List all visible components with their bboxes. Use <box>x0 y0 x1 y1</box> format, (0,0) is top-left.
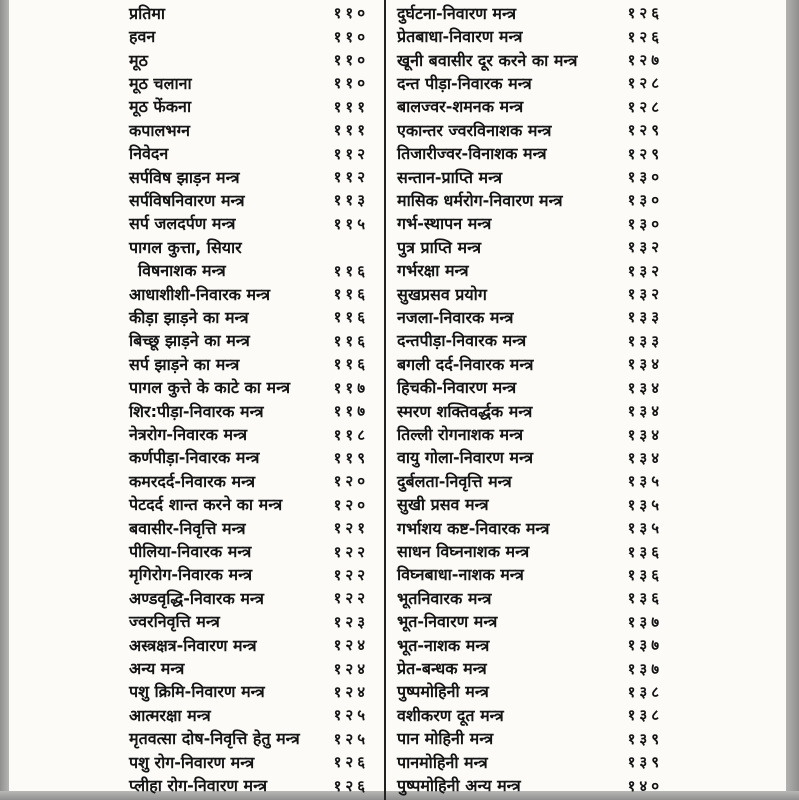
toc-entry-page: १२१ <box>333 519 369 538</box>
toc-entry-page: १३९ <box>627 753 663 772</box>
toc-entry-page: १११ <box>333 121 369 140</box>
toc-entry <box>129 49 369 72</box>
toc-entry-title: सुखप्रसव प्रयोग <box>397 284 487 304</box>
toc-entry-title: पान मोहिनी मन्त्र <box>397 729 494 749</box>
toc-entry-page: १२९ <box>627 144 663 163</box>
toc-entry-title: कीड़ा झाड़ने का मन्त्र <box>129 307 249 327</box>
toc-entry-title: विषनाशक मन्त्र <box>138 261 226 281</box>
toc-entry-page: १२५ <box>333 706 369 725</box>
toc-entry <box>129 213 369 236</box>
toc-entry-page: १३२ <box>627 285 663 304</box>
toc-entry-title: बालज्वर-शमनक मन्त्र <box>397 97 524 117</box>
toc-entry-title: पागल कुत्ते के काटे का मन्त्र <box>129 378 291 398</box>
toc-entry-title: बगली दर्द-निवारक मन्त्र <box>397 354 534 374</box>
toc-entry-page: ११८ <box>333 425 369 444</box>
toc-entry <box>397 49 663 72</box>
toc-entry <box>397 259 663 282</box>
toc-entry-title: मूठ <box>129 50 148 70</box>
toc-entry-page: १२९ <box>627 121 663 140</box>
toc-entry <box>129 166 369 189</box>
toc-entry <box>397 587 663 610</box>
toc-entry-page: १३० <box>627 214 663 233</box>
toc-entry-title: हिचकी-निवारण मन्त्र <box>397 378 517 398</box>
toc-entry-title: पेटदर्द शान्त करने का मन्त्र <box>129 495 283 515</box>
toc-entry <box>397 166 663 189</box>
toc-entry-title: मासिक धर्मरोग-निवारण मन्त्र <box>397 190 563 210</box>
toc-entry-title: दन्तपीड़ा-निवारक मन्त्र <box>397 331 527 351</box>
toc-entry <box>397 494 663 517</box>
toc-entry-title: पशु क्रिमि-निवारण मन्त्र <box>129 682 265 702</box>
toc-entry-page: १३४ <box>627 355 663 374</box>
toc-entry <box>397 540 663 563</box>
toc-entry <box>129 189 369 212</box>
toc-entry <box>397 119 663 142</box>
toc-entry <box>129 423 369 446</box>
toc-entry-page: ११३ <box>333 191 369 210</box>
toc-entry <box>129 306 369 329</box>
toc-entry-title: सन्तान-प्राप्ति मन्त्र <box>397 167 503 187</box>
toc-entry <box>129 142 369 165</box>
toc-entry-title: खूनी बवासीर दूर करने का मन्त्र <box>397 50 578 70</box>
toc-entry-page: १३४ <box>627 448 663 467</box>
toc-entry <box>397 213 663 236</box>
toc-entry <box>397 728 663 751</box>
toc-entry-title: विघ्नबाधा-नाशक मन्त्र <box>397 565 524 585</box>
toc-entry-page: १३२ <box>627 238 663 257</box>
toc-entry-title: दुर्बलता-निवृत्ति मन्त्र <box>397 471 512 491</box>
toc-entry <box>129 751 369 774</box>
toc-entry-page: १३७ <box>627 659 663 678</box>
toc-entry-title: प्लीहा रोग-निवारण मन्त्र <box>129 776 268 796</box>
toc-entry <box>397 704 663 727</box>
toc-entry <box>397 611 663 634</box>
toc-entry <box>129 564 369 587</box>
toc-entry-page: १३९ <box>627 729 663 748</box>
toc-entry-title: साधन विघ्ननाशक मन्त्र <box>397 542 530 562</box>
toc-entry-title: मृगिरोग-निवारक मन्त्र <box>129 565 253 585</box>
toc-entry <box>129 72 369 95</box>
toc-entry-page: १२८ <box>627 97 663 116</box>
toc-entry <box>397 330 663 353</box>
toc-entry-page: १२४ <box>333 636 369 655</box>
toc-entry-title: पीलिया-निवारक मन्त्र <box>129 542 252 562</box>
toc-entry <box>397 72 663 95</box>
toc-entry-page: ११० <box>333 4 369 23</box>
toc-entry-title: प्रेत-बन्धक मन्त्र <box>397 659 487 679</box>
toc-entry <box>129 611 369 634</box>
toc-entry <box>397 751 663 774</box>
toc-entry <box>397 306 663 329</box>
toc-entry <box>129 774 369 797</box>
toc-entry-page: ११९ <box>333 448 369 467</box>
toc-entry-title: अन्य मन्त्र <box>129 659 185 679</box>
toc-entry-page: ११२ <box>333 144 369 163</box>
toc-entry <box>397 353 663 376</box>
toc-entry <box>397 657 663 680</box>
toc-entry-page: १३६ <box>627 565 663 584</box>
toc-entry <box>129 728 369 751</box>
toc-entry-title: आधाशीशी-निवारक मन्त्र <box>129 284 271 304</box>
toc-entry-page: १३२ <box>627 261 663 280</box>
toc-entry-title: सर्प जलदर्पण मन्त्र <box>129 214 236 234</box>
toc-entry-page: ११२ <box>333 168 369 187</box>
toc-entry-title: नजला-निवारक मन्त्र <box>397 307 514 327</box>
toc-column-left <box>129 2 369 798</box>
toc-entry-page: १३४ <box>627 402 663 421</box>
toc-entry-page: १३८ <box>627 706 663 725</box>
toc-entry <box>129 540 369 563</box>
toc-entry <box>397 634 663 657</box>
toc-entry-title: सर्पविषनिवारण मन्त्र <box>129 190 245 210</box>
toc-entry <box>397 2 663 25</box>
toc-entry-page: १३६ <box>627 542 663 561</box>
toc-entry-page: १३३ <box>627 308 663 327</box>
toc-entry <box>129 259 369 282</box>
toc-entry-title: गर्भ-स्थापन मन्त्र <box>397 214 492 234</box>
toc-entry-title: गर्भाशय कष्ट-निवारक मन्त्र <box>397 518 550 538</box>
toc-entry-title: सर्प झाड़ने का मन्त्र <box>129 354 240 374</box>
toc-entry <box>397 283 663 306</box>
toc-entry-title: पानमोहिनी मन्त्र <box>397 752 488 772</box>
toc-entry-title: कमरदर्द-निवारक मन्त्र <box>129 471 256 491</box>
toc-entry-title: वायु गोला-निवारण मन्त्र <box>397 448 534 468</box>
toc-entry-title: मूठ फेंकना <box>129 97 192 117</box>
toc-entry-page: १२३ <box>333 612 369 631</box>
toc-entry <box>129 283 369 306</box>
toc-entry-title: निवेदन <box>129 144 169 164</box>
toc-entry-page: १२४ <box>333 682 369 701</box>
toc-entry-title: अण्डवृद्धि-निवारक मन्त्र <box>129 588 264 608</box>
toc-entry-page: १२५ <box>333 729 369 748</box>
toc-entry-page: १३३ <box>627 331 663 350</box>
toc-entry-title: पागल कुत्ता, सियार <box>129 237 242 257</box>
toc-entry <box>397 377 663 400</box>
toc-entry <box>397 447 663 470</box>
toc-entry-title: हवन <box>129 27 156 47</box>
toc-entry <box>397 400 663 423</box>
toc-entry-page: ११७ <box>333 378 369 397</box>
toc-entry-page: ११६ <box>333 261 369 280</box>
toc-entry-page: १३७ <box>627 636 663 655</box>
toc-entry-page: ११६ <box>333 355 369 374</box>
toc-entry-page: १३७ <box>627 612 663 631</box>
toc-entry-page: ११६ <box>333 308 369 327</box>
toc-entry-title: कपालभग्न <box>129 120 190 140</box>
toc-entry-title: पुष्पमोहिनी अन्य मन्त्र <box>397 776 521 796</box>
toc-entry <box>397 25 663 48</box>
toc-entry <box>129 377 369 400</box>
toc-entry-page: ११६ <box>333 285 369 304</box>
toc-entry-title: दुर्घटना-निवारण मन्त्र <box>397 3 517 23</box>
toc-entry <box>129 470 369 493</box>
toc-entry <box>129 119 369 142</box>
toc-entry <box>129 447 369 470</box>
toc-entry-page: १३५ <box>627 519 663 538</box>
toc-entry-title: भूत-नाशक मन्त्र <box>397 635 490 655</box>
toc-entry-title: तिल्ली रोगनाशक मन्त्र <box>397 425 524 445</box>
toc-entry-title: गर्भरक्षा मन्त्र <box>397 261 469 281</box>
toc-entry-title: मृतवत्सा दोष-निवृत्ति हेतु मन्त्र <box>129 729 300 749</box>
toc-entry <box>129 587 369 610</box>
toc-entry-page: १४० <box>627 776 663 795</box>
toc-entry-page: ११५ <box>333 214 369 233</box>
toc-entry-title: सुखी प्रसव मन्त्र <box>397 495 489 515</box>
toc-entry-title: भूत-निवारण मन्त्र <box>397 612 498 632</box>
toc-entry-page: १२० <box>333 472 369 491</box>
toc-entry <box>397 236 663 259</box>
toc-entry-title: पशु रोग-निवारण मन्त्र <box>129 752 255 772</box>
toc-entry <box>129 634 369 657</box>
column-divider-rule <box>384 0 386 800</box>
toc-entry-page: १३४ <box>627 378 663 397</box>
toc-entry-page: १२६ <box>333 753 369 772</box>
toc-entry <box>129 400 369 423</box>
toc-entry-title: आत्मरक्षा मन्त्र <box>129 705 211 725</box>
toc-entry-title: पुत्र प्राप्ति मन्त्र <box>397 237 482 257</box>
toc-entry-title: सर्पविष झाड़न मन्त्र <box>129 167 240 187</box>
toc-entry-title: प्रतिमा <box>129 3 166 23</box>
toc-entry <box>397 774 663 797</box>
toc-entry-page: ११६ <box>333 331 369 350</box>
toc-entry <box>129 330 369 353</box>
toc-entry <box>397 517 663 540</box>
toc-entry <box>129 681 369 704</box>
toc-entry <box>397 96 663 119</box>
toc-entry-page: १३० <box>627 191 663 210</box>
toc-entry-title: एकान्तर ज्वरविनाशक मन्त्र <box>397 120 552 140</box>
toc-entry-title: अस्त्रक्षत्र-निवारण मन्त्र <box>129 635 257 655</box>
toc-entry <box>129 657 369 680</box>
toc-entry-page: १२६ <box>627 4 663 23</box>
toc-entry-page: १३८ <box>627 682 663 701</box>
toc-entry <box>397 423 663 446</box>
toc-entry <box>129 236 369 259</box>
toc-entry-page: १२८ <box>627 74 663 93</box>
toc-entry-page: ११० <box>333 51 369 70</box>
toc-entry <box>397 681 663 704</box>
toc-entry-page: १२६ <box>333 776 369 795</box>
toc-entry-title: भूतनिवारक मन्त्र <box>397 588 492 608</box>
toc-entry-title: दन्त पीड़ा-निवारक मन्त्र <box>397 73 532 93</box>
toc-entry-page: ११० <box>333 27 369 46</box>
toc-entry-title: नेत्ररोग-निवारक मन्त्र <box>129 425 248 445</box>
toc-entry-page: १११ <box>333 97 369 116</box>
toc-entry-page: १३५ <box>627 495 663 514</box>
toc-entry-page: ११० <box>333 74 369 93</box>
toc-entry-page: १३५ <box>627 472 663 491</box>
toc-entry <box>397 142 663 165</box>
toc-entry-page: १२२ <box>333 542 369 561</box>
toc-entry-page: १२२ <box>333 589 369 608</box>
toc-entry-title: वशीकरण दूत मन्त्र <box>397 705 504 725</box>
toc-entry-page: १२० <box>333 495 369 514</box>
scan-edge-right <box>786 0 799 800</box>
toc-entry-page: १३६ <box>627 589 663 608</box>
toc-entry-page: १२२ <box>333 565 369 584</box>
toc-entry <box>129 353 369 376</box>
toc-entry-title: कर्णपीड़ा-निवारक मन्त्र <box>129 448 260 468</box>
toc-entry-page: १२७ <box>627 51 663 70</box>
toc-entry <box>397 189 663 212</box>
toc-entry <box>397 470 663 493</box>
toc-entry-title: प्रेतबाधा-निवारण मन्त्र <box>397 27 523 47</box>
toc-column-right <box>397 2 663 798</box>
toc-entry <box>129 25 369 48</box>
toc-entry-page: १३४ <box>627 425 663 444</box>
toc-entry-title: बवासीर-निवृत्ति मन्त्र <box>129 518 246 538</box>
toc-entry-title: पुष्पमोहिनी मन्त्र <box>397 682 489 702</box>
toc-entry-title: ज्वरनिवृत्ति मन्त्र <box>129 612 220 632</box>
toc-entry-title: मूठ चलाना <box>129 73 192 93</box>
toc-entry <box>129 704 369 727</box>
toc-entry-title: तिजारीज्वर-विनाशक मन्त्र <box>397 144 547 164</box>
toc-entry-title: स्मरण शक्तिवर्द्धक मन्त्र <box>397 401 533 421</box>
toc-entry-page: १२६ <box>627 27 663 46</box>
toc-entry <box>129 96 369 119</box>
toc-entry-page: ११७ <box>333 402 369 421</box>
toc-entry-title: बिच्छू झाड़ने का मन्त्र <box>129 331 250 351</box>
toc-entry <box>129 517 369 540</box>
toc-entry-title: शिर:पीड़ा-निवारक मन्त्र <box>129 401 264 421</box>
toc-entry <box>397 564 663 587</box>
toc-entry-page: १२४ <box>333 659 369 678</box>
scan-edge-left <box>0 0 9 800</box>
toc-entry-page: १३० <box>627 168 663 187</box>
toc-entry <box>129 2 369 25</box>
toc-entry <box>129 494 369 517</box>
